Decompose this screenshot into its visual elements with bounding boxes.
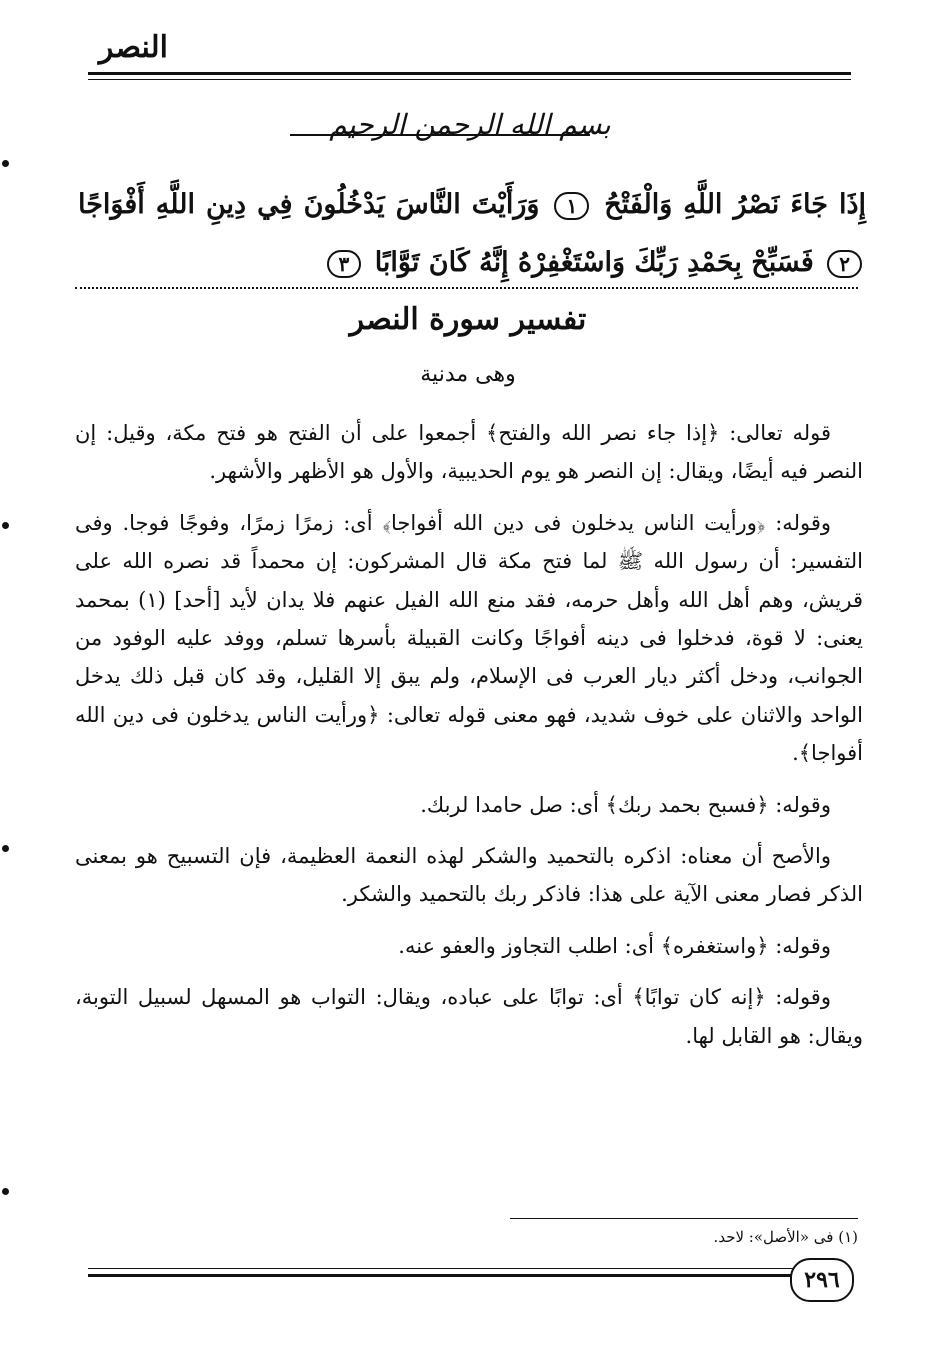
- footnote-separator: [510, 1218, 858, 1219]
- tafsir-paragraph: وقوله: ﴿واستغفره﴾ أى: اطلب التجاوز والعفو عنه.: [398, 933, 831, 958]
- tafsir-paragraph: وقوله: ﴿فسبح بحمد ربك﴾ أى: صل حامدا لربك.: [420, 792, 831, 817]
- basmala: بسم الله الرحمن الرحيم: [329, 108, 611, 141]
- scan-edge-mark: [2, 1188, 9, 1195]
- footer-rule: [88, 1274, 851, 1277]
- ayah-number-marker: ٣: [327, 250, 362, 278]
- scan-edge-mark: [2, 160, 9, 167]
- tafsir-body: [75, 414, 863, 1068]
- page-number: ٢٩٦: [790, 1258, 854, 1302]
- ayah-text: إِذَا جَاءَ نَصْرُ اللَّهِ وَالْفَتْحُ: [604, 189, 867, 220]
- tafsir-paragraph: والأصح أن معناه: اذكره بالتحميد والشكر لهذه النعمة العظيمة، فإن التسبيح هو بمعنى الذكر فصار معنى الآية على هذا: فاذكر ربك بالتحميد والشكر.: [75, 844, 863, 907]
- ayah-text: فَسَبِّحْ بِحَمْدِ رَبِّكَ وَاسْتَغْفِرْهُ إِنَّهُ كَانَ تَوَّابًا: [374, 247, 814, 278]
- scan-edge-mark: [2, 845, 9, 852]
- tafsir-paragraph: وقوله: ﴿إنه كان توابًا﴾ أى: توابًا على عباده، ويقال: التواب هو المسهل لسبيل التوبة، ويقال: هو القابل لها.: [75, 985, 863, 1048]
- section-divider: [75, 287, 858, 289]
- scan-edge-mark: [2, 522, 9, 529]
- ayah-number-marker: ٢: [827, 250, 862, 278]
- basmala-flourish: [290, 134, 590, 136]
- tafsir-paragraph: وقوله: ﴿ورأيت الناس يدخلون فى دين الله أفواجا﴾ أى: زمرًا زمرًا، وفوجًا فوجا. وفى التفسير: أن رسول الله ﷺ لما فتح مكة قال المشركون: إن محمداً قد نصره الله على قريش، وهم أهل الله وأهل حرمه، فقد منع الله الفيل عنهم فلا يدان لأيد [أحد] (١) بمحمد يعنى: لا قوة، فدخلوا فى دينه أفواجًا وكانت القبيلة بأسرها تسلم، ووفد عليه الوفود من الجوانب، ودخل أكثر ديار العرب فى الإسلام، ولم يبق إلا القليل، وقد كان قبل ذلك يدخل الواحد والاثنان على خوف شديد، فهو معنى قوله تعالى: ﴿ورأيت الناس يدخلون فى دين الله أفواجا﴾.: [75, 510, 863, 766]
- running-header: النصر: [98, 30, 168, 65]
- footnote: (١) فى «الأصل»: لاحد.: [713, 1228, 858, 1246]
- header-rule-thin: [88, 79, 851, 80]
- section-subtitle: وهى مدنية: [420, 362, 516, 387]
- quran-text: [78, 176, 866, 292]
- ayah-number-marker: ١: [554, 192, 589, 220]
- ayah-text: وَرَأَيْتَ النَّاسَ يَدْخُلُونَ فِي دِينِ اللَّهِ أَفْوَاجًا: [78, 189, 540, 220]
- footer-rule-thin: [88, 1268, 851, 1269]
- section-title: تفسير سورة النصر: [349, 302, 587, 337]
- tafsir-paragraph: قوله تعالى: ﴿إذا جاء نصر الله والفتح﴾ أجمعوا على أن الفتح هو فتح مكة، وقيل: إن النصر فيه أيضًا، ويقال: إن النصر هو يوم الحديبية، والأول هو الأظهر والأشهر.: [75, 421, 863, 484]
- header-rule: [88, 72, 851, 75]
